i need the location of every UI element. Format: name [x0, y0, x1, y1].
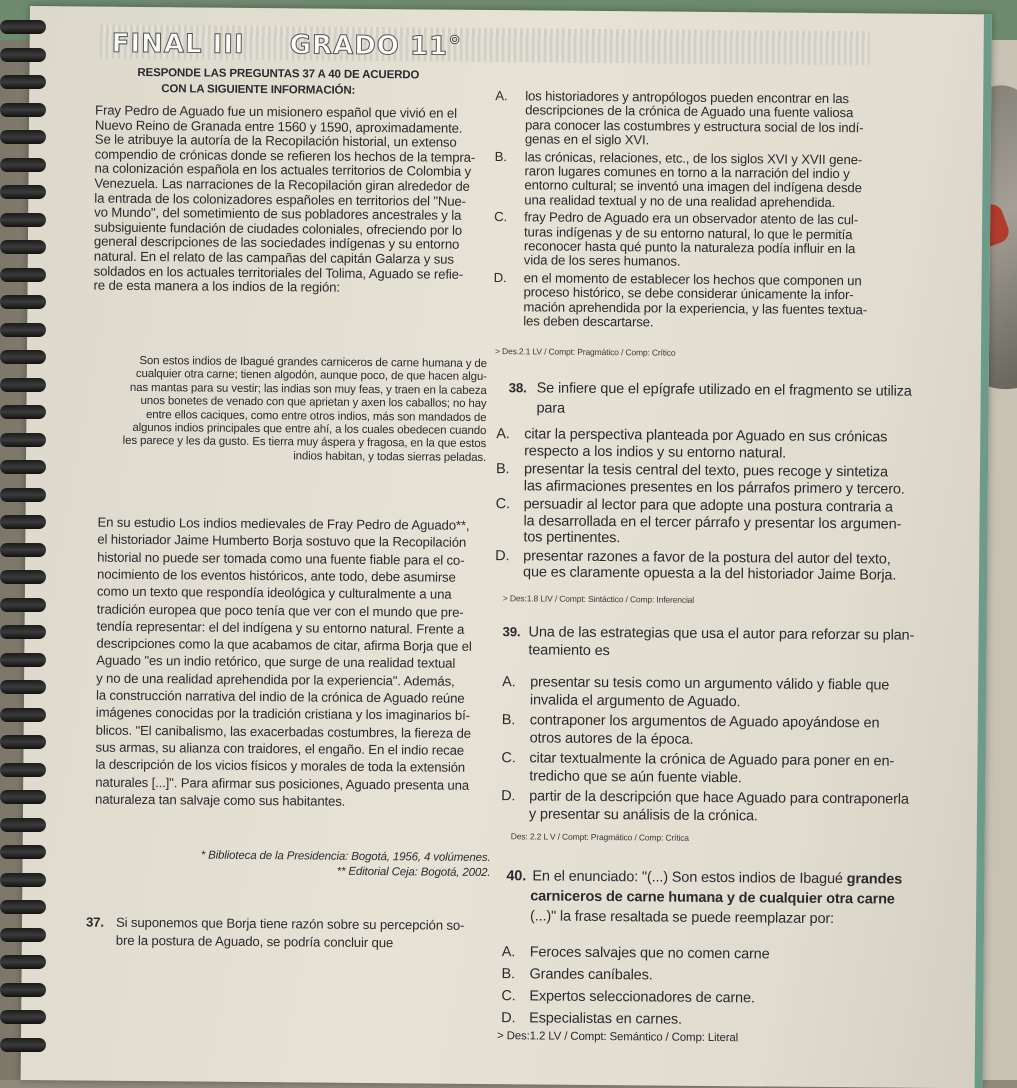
quote-line: cualquier otra carne; tienen algodón, aunque poco, de que hacen algu- — [135, 368, 487, 384]
footnote-1: * Biblioteca de la Presidencia: Bogotá, 1956, 4 volúmenes. — [200, 849, 491, 865]
spiral-coil — [0, 900, 46, 914]
q39-option-text: partir de la descripción que hace Aguado para contraponerla — [529, 788, 909, 808]
q38-option-text: citar la perspectiva planteada por Aguado en sus crónicas — [524, 426, 888, 446]
spiral-coil — [0, 158, 46, 172]
spiral-coil — [0, 433, 46, 447]
spiral-coil — [0, 350, 46, 364]
q37-option-text: les deben descartarse. — [523, 313, 654, 330]
q37-option-letter: D. — [493, 269, 507, 285]
spiral-coil — [0, 570, 46, 584]
header-final: FINAL III — [111, 28, 245, 60]
analysis-line: tendía representar: el del indígena y su entorno natural. Frente a — [96, 618, 465, 637]
q39-option-text: y presentar su análisis de la crónica. — [528, 806, 758, 825]
q39-option-text: otros autores de la época. — [529, 730, 694, 748]
intro-line: Venezuela. Las narraciones de la Recopilación giran alrededor de — [94, 175, 470, 194]
spiral-coil — [0, 323, 46, 337]
q37-option-text: reconocer hasta qué punto la naturaleza podía influir en la — [523, 238, 856, 257]
q39-option-text: citar textualmente la crónica de Aguado para poner en en- — [529, 750, 895, 770]
q38-option-text: que es claramente opuesta a la del historiador Jaime Borja. — [523, 564, 897, 584]
analysis-line: blicos. "El canibalismo, las exacerbadas costumbres, la fiereza de — [95, 722, 471, 741]
intro-line: soldados en los actuales territoriales del Tolima, Aguado se refie- — [93, 263, 464, 282]
spiral-coil — [0, 1010, 46, 1024]
spiral-coil — [0, 983, 46, 997]
q37-option-text: proceso histórico, se debe considerar únicamente la infor- — [523, 284, 854, 303]
intro-line: general descripciones de las sociedades indígenas y su entorno — [93, 233, 460, 253]
quote-line: algunos indios principales que entre ahí, a los cuales obedecen cuando — [132, 421, 487, 437]
spiral-coil — [0, 653, 46, 667]
spiral-coil — [0, 488, 46, 502]
spiral-coil — [0, 790, 46, 804]
spiral-coil — [0, 75, 46, 89]
q39-option-text: invalida el argumento de Aguado. — [529, 692, 741, 711]
q39-option-letter: C. — [501, 750, 516, 767]
question-40-text: (...)" la frase resaltada se puede reemplazar por: — [530, 908, 835, 928]
q38-option-text: las afirmaciones presentes en los párrafos primero y tercero. — [523, 477, 905, 498]
quote-line: Son estos indios de Ibagué grandes carniceros de carne humana y de — [139, 354, 487, 371]
q37-option-text: las crónicas, relaciones, etc., de los siglos XVI y XVII gene- — [524, 148, 863, 167]
q37-option-text: en el momento de establecer los hechos que componen un — [523, 270, 862, 289]
analysis-line: como un texto que respondía ideológica y culturalmente a una — [96, 583, 452, 602]
q40-competency-tag: > Des:1.2 LV / Compt: Semántico / Comp: Literal — [496, 1030, 739, 1045]
analysis-line: tradición europea que poco tenía que ver con el mundo que pre- — [96, 601, 464, 620]
intro-line: Nuevo Reino de Granada entre 1560 y 1590, aproximadamente. — [94, 117, 463, 136]
q39-option-text: tredicho que se aún fuente viable. — [529, 768, 742, 787]
question-39-text: Una de las estrategias que usa el autor para reforzar su plan- — [528, 624, 915, 644]
q40-option-letter: B. — [501, 966, 516, 983]
question-39-text: teamiento es — [528, 642, 610, 660]
analysis-line: sus armas, su alianza con traidores, el engaño. En el indio recae — [95, 739, 465, 758]
q37-option-text: vida de los seres humanos. — [523, 252, 681, 270]
q37-option-text: una realidad textual y no de una realidad aprehendida. — [524, 192, 836, 210]
spiral-coil — [0, 460, 46, 474]
q39-option-text: contraponer los argumentos de Aguado apoyándose en — [529, 712, 880, 732]
q37-option-text: genas en el siglo XVI. — [524, 131, 650, 148]
question-38-text: Se infiere que el epígrafe utilizado en el fragmento se utiliza — [536, 380, 912, 400]
q37-option-text: turas indígenas y de su entorno natural, lo que le permitía — [523, 223, 853, 242]
intro-line: natural. En el relato de las campañas del capitán Galarza y sus — [93, 248, 454, 267]
quote-line: unos bonetes de venado con que aprietan y axen los caballos; no hay — [140, 395, 487, 411]
q37-option-text: raron lugares comunes en torno a la narración del indio y — [524, 163, 850, 182]
spiral-coil — [0, 735, 46, 749]
spiral-coil — [0, 598, 46, 612]
q37-option-letter: A. — [495, 88, 508, 104]
q38-option-letter: D. — [495, 547, 510, 564]
instructions-line-1: RESPONDE LAS PREGUNTAS 37 A 40 DE ACUERDO — [137, 66, 420, 82]
intro-line: Fray Pedro de Aguado fue un misionero español que vivió en el — [95, 102, 457, 121]
analysis-line: descripciones como la que acabamos de citar, afirma Borja que el — [96, 635, 472, 654]
analysis-line: la construcción narrativa del indio de la crónica de Aguado reúne — [95, 687, 465, 706]
spiral-coil — [0, 708, 46, 722]
intro-line: Se le atribuye la autoría de la Recopilación historial, un extenso — [94, 131, 457, 150]
spiral-coil — [0, 763, 46, 777]
q37-option-text: entorno cultural; se inventó una imagen del indígena desde — [524, 177, 862, 196]
quote-line: entre ellos caciques, como entre otros indios, más son mandados de — [145, 408, 487, 424]
quote-line: nas mantas para su vestir; las indias son muy feas, y traen en la cabeza — [129, 381, 487, 397]
q40-option-letter: A. — [501, 944, 516, 961]
q38-option-text: la desarrollada en el tercer párrafo y presentar los argumen- — [523, 512, 902, 533]
q40-option-letter: D. — [501, 1010, 516, 1027]
q39-competency-tag: Des: 2.2 L V / Compt: Pragmático / Comp: Crítica — [510, 831, 689, 843]
spiral-coil — [0, 213, 46, 227]
q39-option-letter: B. — [501, 712, 516, 729]
quote-line: les parece y les da gusto. Es tierra muy áspera y fragosa, en la que estos — [122, 435, 487, 451]
spiral-coil — [0, 955, 46, 969]
analysis-line: En su estudio Los indios medievales de Fray Pedro de Aguado**, — [97, 514, 470, 533]
analysis-line: nocimiento de los eventos históricos, ante todo, debe asumirse — [96, 566, 456, 585]
q40-option-text: Grandes caníbales. — [529, 966, 653, 984]
q37-option-text: para conocer las costumbres y estructura social de los indí- — [524, 117, 864, 136]
q38-option-text: presentar razones a favor de la postura del autor del texto, — [523, 547, 891, 568]
question-40-text: En el enunciado: "(...) Son estos indios de Ibagué grandes — [532, 868, 903, 888]
q38-option-text: presentar la tesis central del texto, pues recoge y sintetiza — [523, 461, 889, 481]
intro-line: vo Mundo", del sometimiento de sus pobladores ancestrales y la — [94, 204, 462, 223]
spiral-binding — [0, 20, 46, 1080]
analysis-line: y no de una realidad aprehendida por la experiencia". Además, — [96, 670, 455, 689]
spiral-coil — [0, 378, 46, 392]
intro-line: subsiguiente fundación de ciudades coloniales, ofreciendo por lo — [94, 219, 463, 238]
q38-option-letter: B. — [495, 461, 510, 478]
question-39-number: 39. — [502, 624, 521, 640]
q37-option-text: mación aprehendida por la experiencia, y las fuentes textua- — [523, 298, 868, 317]
intro-line: na colonización española en los actuales territorios de Colombia y — [94, 160, 472, 180]
spiral-coil — [0, 873, 46, 887]
spiral-coil — [0, 818, 46, 832]
question-37-text: Si suponemos que Borja tiene razón sobre su percepción so- — [115, 914, 465, 933]
analysis-line: imágenes conocidas por la tradición cristiana y los imaginarios bí- — [95, 704, 470, 724]
q38-option-text: tos pertinentes. — [523, 529, 621, 547]
q39-option-text: presentar su tesis como un argumento válido y fiable que — [530, 674, 890, 694]
analysis-line: el historiador Jaime Humberto Borja sostuvo que la Recopilación — [97, 531, 467, 551]
spiral-coil — [0, 48, 46, 62]
q38-option-letter: A. — [496, 426, 510, 443]
question-40-highlight: grandes — [846, 871, 903, 888]
exam-page — [21, 6, 992, 1088]
spiral-coil — [0, 103, 46, 117]
question-38-text: para — [536, 400, 565, 417]
spiral-coil — [0, 240, 46, 254]
question-38-number: 38. — [508, 380, 527, 396]
q37-option-text: fray Pedro de Aguado era un observador atento de las cul- — [524, 209, 859, 228]
q37-option-text: los historiadores y antropólogos pueden encontrar en las — [525, 88, 849, 107]
question-37-text: bre la postura de Aguado, se podría concluir que — [115, 932, 394, 951]
q38-option-letter: C. — [495, 496, 510, 513]
q40-option-letter: C. — [501, 988, 516, 1005]
analysis-line: historial no puede ser tomada como una fuente fiable para el co- — [97, 549, 465, 568]
q40-option-text: Feroces salvajes que no comen carne — [529, 944, 770, 963]
spiral-coil — [0, 130, 46, 144]
q38-option-text: persuadir al lector para que adopte una postura contraria a — [523, 496, 893, 516]
analysis-line: naturaleza tan salvaje como sus habitantes. — [95, 791, 346, 809]
spiral-coil — [0, 405, 46, 419]
spiral-coil — [0, 845, 46, 859]
q38-option-text: respecto a los indios y su entorno natural. — [524, 442, 787, 462]
header-grado: GRADO 11° — [289, 30, 463, 62]
spiral-coil — [0, 680, 46, 694]
question-40-highlight: carniceros de carne humana y de cualquier otra carne — [530, 888, 895, 908]
q40-option-text: Expertos seleccionadores de carne. — [529, 988, 755, 1007]
spiral-coil — [0, 1038, 46, 1052]
q39-option-letter: D. — [501, 788, 516, 805]
quote-line: indios habitan, y todas sierras peladas. — [293, 450, 487, 464]
footnote-2: ** Editorial Ceja: Bogotá, 2002. — [336, 865, 491, 880]
question-37-number: 37. — [85, 914, 104, 930]
q37-option-letter: B. — [494, 148, 507, 164]
spiral-coil — [0, 928, 46, 942]
intro-line: la entrada de los colonizadores españoles en territorios del "Nue- — [94, 190, 466, 209]
instructions-line-2: CON LA SIGUIENTE INFORMACIÓN: — [161, 83, 356, 97]
q37-competency-tag: > Des.2.1 LV / Compt: Pragmático / Comp: Crítico — [494, 346, 676, 358]
spiral-coil — [0, 185, 46, 199]
spiral-coil — [0, 543, 46, 557]
spiral-coil — [0, 625, 46, 639]
q38-competency-tag: > Des:1.8 LIV / Compt: Sintáctico / Comp: Inferencial — [502, 593, 695, 605]
q37-option-text: descripciones de la crónica de Aguado una fuente valiosa — [525, 102, 854, 121]
q37-option-letter: C. — [494, 209, 508, 225]
analysis-line: naturales [...]". Para afirmar sus posiciones, Aguado presenta una — [95, 774, 470, 793]
q40-option-text: Especialistas en carnes. — [529, 1010, 683, 1028]
analysis-line: Aguado "es un indio retórico, que surge de una realidad textual — [96, 652, 456, 672]
analysis-line: la descripción de los vicios físicos y morales de toda la extensión — [95, 756, 466, 776]
spiral-coil — [0, 295, 46, 309]
question-40-number: 40. — [506, 868, 527, 885]
intro-line: re de esta manera a los indios de la región: — [93, 277, 340, 295]
spiral-coil — [0, 515, 46, 529]
intro-line: compendio de crónicas donde se refieren los hechos de la tempra- — [94, 146, 476, 165]
spiral-coil — [0, 268, 46, 282]
spiral-coil — [0, 20, 46, 34]
q39-option-letter: A. — [502, 674, 516, 691]
